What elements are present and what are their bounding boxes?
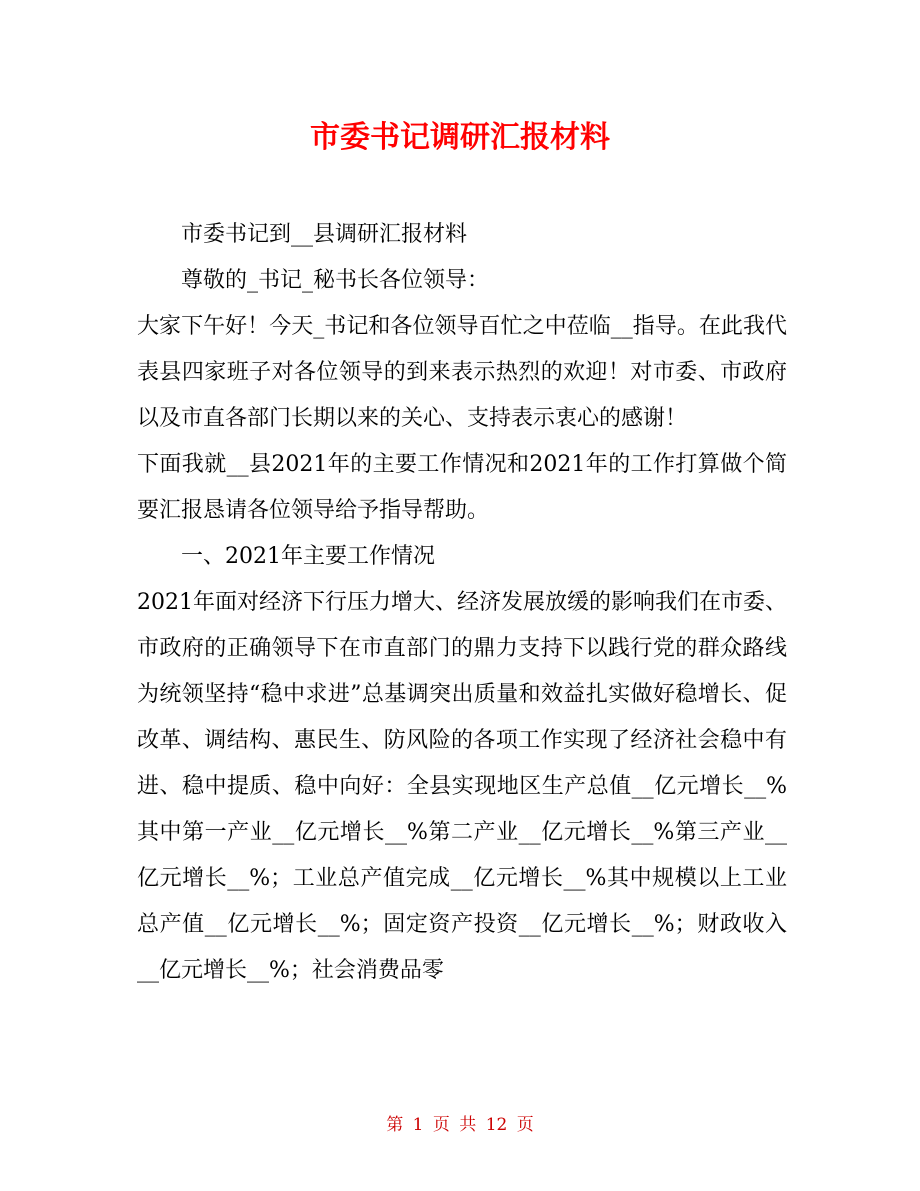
page-footer: 第 1 页 共 12 页 (386, 1115, 534, 1135)
page-title: 市委书记调研汇报材料 (310, 120, 610, 155)
paragraph-work-summary: 2021年面对经济下行压力增大、经济发展放缓的影响我们在市委、市政府的正确领导下在市直部门的鼎力支持下以践行党的群众路线为统领坚持“稳中求进”总基调突出质量和效益扎实做好稳增长、促改革、调结构、惠民生、防风险的各项工作实现了经济社会稳中有进、稳中提质、稳中向好：全县实现地区生产总值__亿元增长__%其中第一产业__亿元增长__%第二产业__亿元增长__%第三产业__亿元增长__%；工业总产值完成__亿元增长__%其中规模以上工业总产值__亿元增长__%；固定资产投资__亿元增长__%；财政收入__亿元增长__%；社会消费品零 (137, 590, 787, 983)
paragraph-salutation: 尊敬的_书记_秘书长各位领导： (181, 268, 490, 293)
paragraph-intro: 下面我就__县2021年的主要工作情况和2021年的工作打算做个简要汇报恳请各位领导给予指导帮助。 (137, 452, 787, 523)
document-body (137, 212, 787, 994)
paragraph-subtitle: 市委书记到__县调研汇报材料 (181, 222, 468, 247)
paragraph-greeting: 大家下午好！今天_书记和各位领导百忙之中莅临__指导。在此我代表县四家班子对各位领导的到来表示热烈的欢迎！对市委、市政府以及市直各部门长期以来的关心、支持表示衷心的感谢！ (137, 314, 787, 431)
section-heading: 一、2021年主要工作情况 (181, 544, 435, 569)
